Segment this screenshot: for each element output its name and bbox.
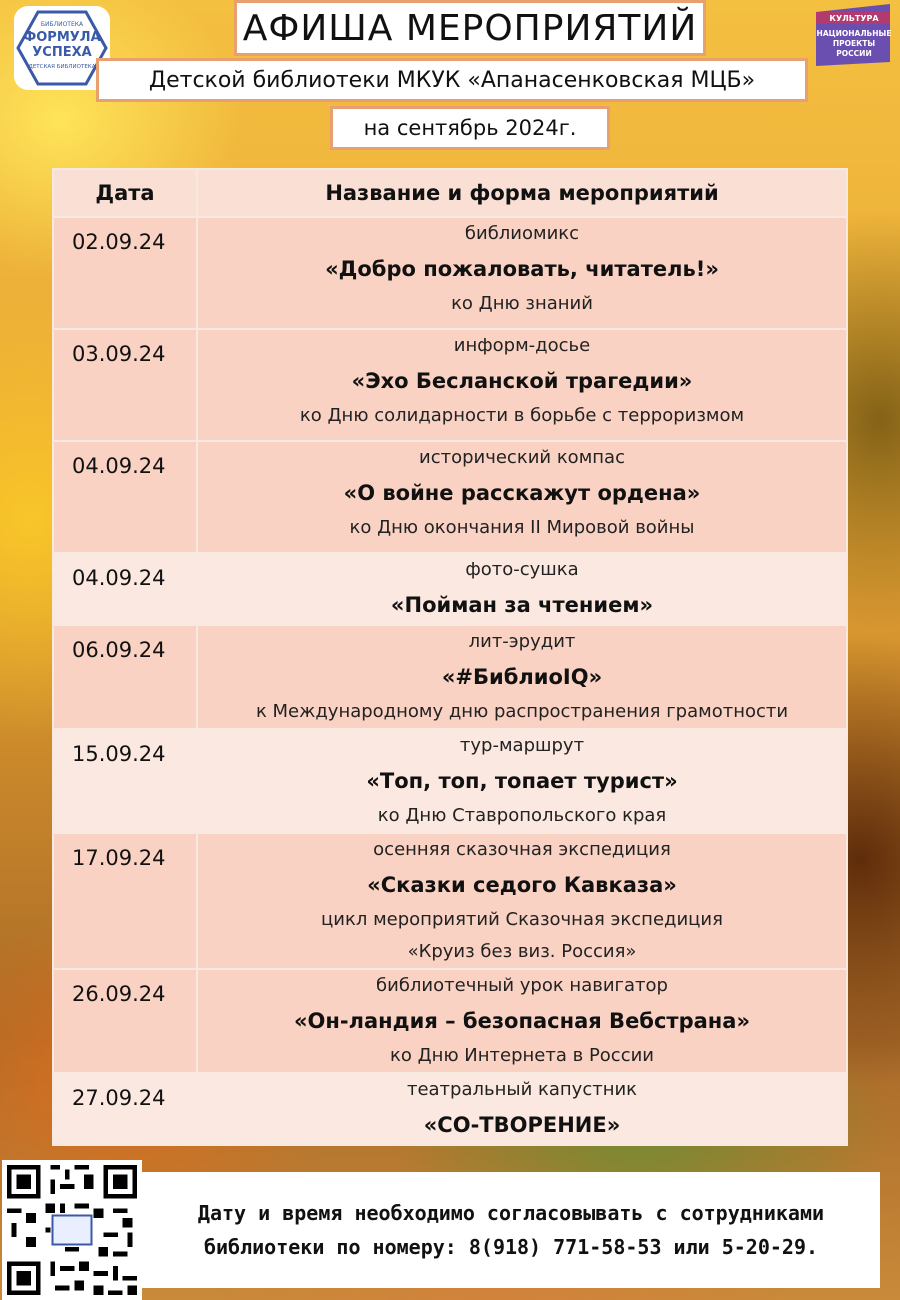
event-form: лит-эрудит — [468, 631, 576, 652]
column-header-date: Дата — [53, 169, 197, 217]
svg-text:КУЛЬТУРА: КУЛЬТУРА — [829, 14, 879, 23]
event-name: «СО-ТВОРЕНИЕ» — [423, 1113, 621, 1137]
event-date: 17.09.24 — [53, 833, 197, 969]
event-occasion: цикл мероприятий Сказочная экспедиция — [321, 909, 723, 930]
event-name: «О войне расскажут ордена» — [343, 481, 701, 505]
event-occasion: ко Дню Ставропольского края — [377, 805, 667, 826]
event-form: библиотечный урок навигатор — [376, 975, 668, 996]
event-date: 26.09.24 — [53, 969, 197, 1073]
column-header-name: Название и форма мероприятий — [197, 169, 847, 217]
event-cell — [197, 969, 847, 1073]
svg-text:ФОРМУЛА: ФОРМУЛА — [23, 30, 101, 45]
table-row — [53, 729, 847, 833]
event-form: тур-маршрут — [459, 735, 585, 756]
event-cell — [197, 1073, 847, 1145]
event-cell — [197, 329, 847, 441]
event-form: театральный капустник — [406, 1079, 638, 1100]
event-cell — [197, 625, 847, 729]
table-row — [53, 625, 847, 729]
national-projects-logo — [812, 4, 894, 66]
svg-text:НАЦИОНАЛЬНЫЕ: НАЦИОНАЛЬНЫЕ — [816, 29, 892, 38]
event-date: 27.09.24 — [53, 1073, 197, 1145]
month-label: на сентябрь 2024г. — [330, 106, 610, 150]
event-occasion: ко Дню окончания II Мировой войны — [349, 517, 695, 538]
event-date: 04.09.24 — [53, 553, 197, 625]
svg-text:БИБЛИОТЕКА: БИБЛИОТЕКА — [40, 21, 84, 28]
qr-code-icon[interactable] — [2, 1160, 142, 1300]
event-form: фото-сушка — [465, 559, 579, 580]
event-name: «Он-ландия – безопасная Вебстрана» — [293, 1009, 751, 1033]
event-occasion: к Международному дню распространения грамотности — [255, 701, 789, 722]
table-row — [53, 1073, 847, 1145]
event-form: исторический компас — [419, 447, 625, 468]
event-occasion: ко Дню знаний — [451, 293, 593, 314]
event-occasion-line2: «Круиз без виз. Россия» — [407, 941, 637, 962]
svg-text:РОССИИ: РОССИИ — [836, 49, 872, 58]
event-name: «Сказки седого Кавказа» — [367, 873, 677, 897]
table-row — [53, 833, 847, 969]
event-form: информ-досье — [453, 335, 591, 356]
event-name: «Топ, топ, топает турист» — [366, 769, 678, 793]
event-date: 03.09.24 — [53, 329, 197, 441]
event-date: 15.09.24 — [53, 729, 197, 833]
events-table — [52, 168, 848, 1146]
event-name: «Эхо Бесланской трагедии» — [351, 369, 693, 393]
event-date: 02.09.24 — [53, 217, 197, 329]
notice-line-1: Дату и время необходимо согласовывать с сотрудниками — [197, 1201, 825, 1225]
contact-notice — [142, 1172, 880, 1288]
event-cell — [197, 553, 847, 625]
footer — [0, 1160, 900, 1300]
event-form: библиомикс — [464, 223, 580, 244]
event-occasion: ко Дню солидарности в борьбе с терроризмом — [299, 405, 745, 426]
table-row — [53, 217, 847, 329]
table-row — [53, 441, 847, 553]
event-date: 04.09.24 — [53, 441, 197, 553]
svg-text:ПРОЕКТЫ: ПРОЕКТЫ — [832, 39, 876, 48]
event-date: 06.09.24 — [53, 625, 197, 729]
svg-text:УСПЕХА: УСПЕХА — [32, 45, 92, 60]
table-row — [53, 969, 847, 1073]
event-cell — [197, 441, 847, 553]
event-cell — [197, 729, 847, 833]
notice-line-2: библиотеки по номеру: 8(918) 771-58-53 или 5-20-29. — [203, 1235, 819, 1259]
event-form: осенняя сказочная экспедиция — [373, 839, 671, 860]
page-title: АФИША МЕРОПРИЯТИЙ — [234, 0, 706, 56]
event-name: «#БиблиоIQ» — [441, 665, 603, 689]
event-cell — [197, 217, 847, 329]
event-name: «Добро пожаловать, читатель!» — [325, 257, 719, 281]
table-row — [53, 553, 847, 625]
table-row — [53, 329, 847, 441]
library-subtitle: Детской библиотеки МКУК «Апанасенковская МЦБ» — [96, 58, 808, 102]
event-occasion: ко Дню Интернета в России — [390, 1045, 654, 1066]
svg-text:ДЕТСКАЯ БИБЛИОТЕКА: ДЕТСКАЯ БИБЛИОТЕКА — [28, 64, 96, 70]
event-cell — [197, 833, 847, 969]
event-name: «Пойман за чтением» — [390, 593, 654, 617]
